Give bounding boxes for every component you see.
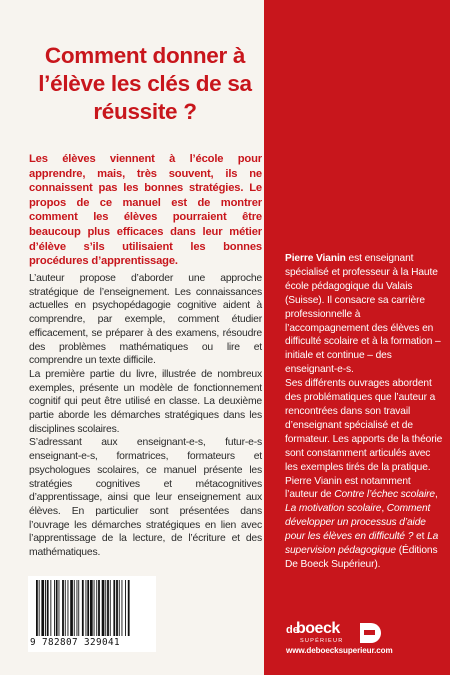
logo-text: boeck	[296, 620, 340, 637]
barcode-bar	[41, 580, 44, 636]
description-paragraph: S’adressant aux enseignant-e-s, futur-e-s enseignant-e-s, formatrices, formateurs et psychologues scolaires, ce manuel présente les stratégies cognitives et métacognitives d’apprentissage, ainsi que leur enseignement aux élèves. En particulier sont présentées dans l’ouvrage les démarches stratégiques en lien avec l’apprentissage de la lecture, de l’écriture et des mathématiques.	[29, 437, 262, 559]
author-bio	[285, 252, 445, 572]
logo-subtext: SUPÉRIEUR	[300, 638, 344, 644]
separator: ,	[434, 489, 438, 501]
barcode-bar	[39, 580, 40, 636]
barcode-bar	[86, 580, 87, 636]
author-bio-text: est enseignant spécialisé et professeur à la Haute école pédagogique du Valais (Suisse). Il consacre sa carrière professionnelle à l’accompagnement des élèves en difficulté scolaire et à la formation – initiale et continue – des enseignant-e-s.	[285, 253, 441, 376]
barcode-bar	[94, 580, 95, 636]
barcode-bar	[74, 580, 75, 636]
barcode-bar	[59, 580, 60, 636]
author-bio-paragraph	[285, 252, 445, 377]
barcode-bar	[110, 580, 111, 636]
author-bio-paragraph	[285, 475, 445, 572]
author-works-intro: Pierre Vianin est notamment l’auteur de	[285, 475, 411, 501]
description-paragraph: L’auteur propose d’aborder une approche stratégique de l’enseignement. Les connaissances actuelles en psychopédagogie cognitive aident à comprendre, par exemple, comment étudier efficacement, se préparer à des examens, résoudre des problèmes mathématiques ou lire et comprendre un texte difficile.	[29, 273, 262, 367]
book-title: Contre l’échec scolaire	[334, 489, 435, 501]
isbn-number: 9 782807 329041	[30, 637, 120, 648]
separator: ,	[381, 503, 387, 515]
barcode-bar	[105, 580, 106, 636]
barcode-bar	[47, 580, 49, 636]
headline: Comment donner à l’élève les clés de sa réussite ?	[38, 43, 252, 124]
barcode-bar	[128, 580, 130, 636]
logo-text: de	[286, 624, 299, 636]
publisher-note: (Éditions De Boeck Supérieur).	[285, 545, 438, 570]
author-name: Pierre Vianin	[285, 253, 346, 264]
barcode-bar	[90, 580, 93, 636]
barcode-bar	[62, 580, 64, 636]
description-paragraph: La première partie du livre, illustrée de nombreux exemples, présente un modèle de fonctionnement cognitif qui peut être utilisé en classe. La deuxième partie aborde les démarches stratégiques dans les disciplines scolaires.	[29, 368, 262, 435]
barcode-bar	[96, 580, 97, 636]
barcode-bar	[119, 580, 120, 636]
barcode-bar	[125, 580, 126, 636]
barcode-bar	[82, 580, 84, 636]
barcode-bar	[107, 580, 109, 636]
book-title: Comment développer un processus d’aide pour les élèves en difficulté ?	[285, 503, 431, 543]
barcode-bar	[102, 580, 105, 636]
barcode-bar	[45, 580, 46, 636]
barcode-bar	[98, 580, 100, 636]
author-bio-paragraph: Ses différents ouvrages abordent des problématiques que l’auteur a rencontrées dans son travail d’enseignant spécialisé et de formateur. Les apports de la théorie sont constamment articulés avec les exemples tirés de la pratique.	[285, 378, 443, 473]
barcode-bar	[36, 580, 38, 636]
barcode-bar	[56, 580, 58, 636]
barcode-bar	[87, 580, 89, 636]
barcode-bar	[68, 580, 69, 636]
barcode-bar	[50, 580, 51, 636]
intro-paragraph: Les élèves viennent à l’école pour apprendre, mais, très souvent, ils ne connaissent pas les bonnes stratégies. Le propos de ce manuel est de montrer comment les élèves pourraient être beaucoup plus efficaces dans leur métier d’élève s’ils utilisaient les bonnes procédures d’apprentissage.	[29, 153, 262, 268]
isbn-barcode	[28, 576, 156, 652]
barcode-bar	[113, 580, 115, 636]
description	[29, 272, 262, 560]
publisher-mark-icon	[358, 621, 384, 645]
barcode-bar	[70, 580, 73, 636]
barcode-bar	[65, 580, 66, 636]
publisher-website: www.deboecksuperieur.com	[286, 646, 393, 655]
book-title: La supervision pédagogique	[285, 531, 439, 557]
separator: et	[413, 531, 428, 543]
barcode-bar	[77, 580, 78, 636]
book-title: La motivation scolaire	[285, 503, 382, 515]
barcode-bar	[54, 580, 55, 636]
barcode-icon	[32, 580, 150, 636]
barcode-bar	[116, 580, 118, 636]
barcode-bar	[78, 580, 79, 636]
barcode-bar	[122, 580, 123, 636]
